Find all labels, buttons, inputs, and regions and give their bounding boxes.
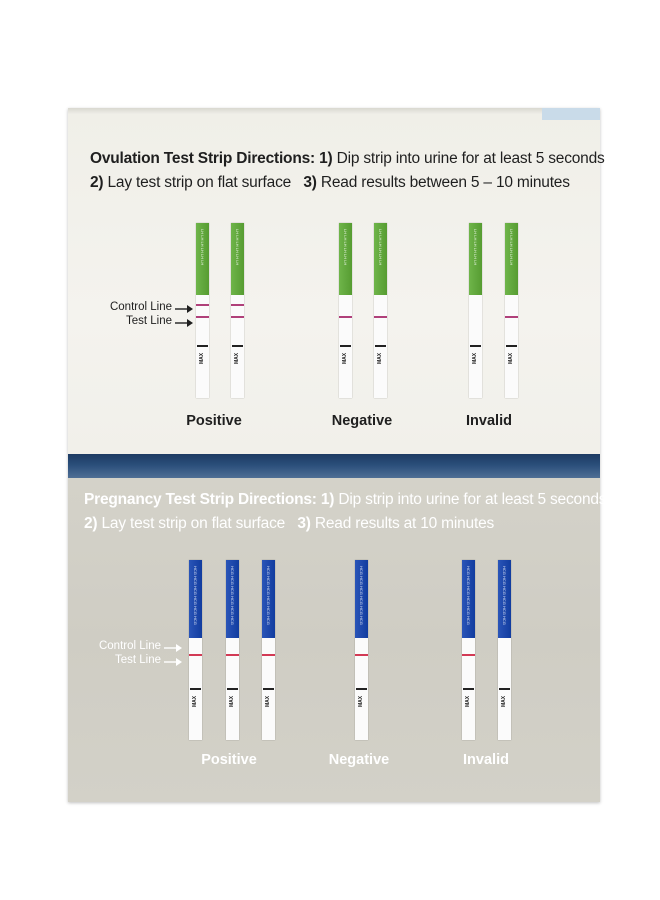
ovulation-heading: Ovulation Test Strip Directions: bbox=[90, 150, 315, 167]
test-kit-box-back bbox=[68, 108, 607, 802]
ovulation-strip-6-tip-text: LH LH LH LH LH LH bbox=[509, 229, 514, 266]
ovulation-strip-3 bbox=[339, 223, 352, 398]
ovulation-strip-2-max-text: MAX bbox=[234, 352, 240, 364]
pregnancy-step1-text: Dip strip into urine for at least 5 seconds bbox=[338, 491, 607, 508]
pregnancy-strip-3 bbox=[262, 560, 275, 740]
pregnancy-strip-3-line-1 bbox=[262, 654, 275, 656]
ovulation-strip-2-line-1 bbox=[231, 304, 244, 306]
pregnancy-strip-4-max-text: MAX bbox=[358, 695, 364, 707]
pregnancy-strip-2-max-text: MAX bbox=[229, 695, 235, 707]
ovulation-control-arrow-icon bbox=[175, 304, 193, 314]
pregnancy-strip-5-max-text: MAX bbox=[465, 695, 471, 707]
ovulation-step1-text: Dip strip into urine for at least 5 seconds bbox=[336, 150, 605, 167]
ovulation-strip-2-line-2 bbox=[231, 316, 244, 318]
divider-band bbox=[68, 454, 600, 478]
pregnancy-directions-line-2 bbox=[84, 515, 494, 533]
pregnancy-strip-1-max-marker bbox=[190, 688, 201, 690]
ovulation-strip-6 bbox=[505, 223, 518, 398]
pregnancy-strip-2-tip-text: HCG HCG HCG HCG HCG HCG bbox=[230, 566, 235, 625]
ovulation-panel bbox=[68, 108, 605, 454]
pregnancy-strip-6-max-text: MAX bbox=[501, 695, 507, 707]
pregnancy-strip-2 bbox=[226, 560, 239, 740]
ovulation-test-line-label: Test Line bbox=[125, 315, 172, 327]
pregnancy-strip-4-line-1 bbox=[355, 654, 368, 656]
ovulation-step2-text: Lay test strip on flat surface bbox=[107, 174, 292, 191]
ovulation-strip-4 bbox=[374, 223, 387, 398]
ovulation-strip-5-max-marker bbox=[470, 345, 481, 347]
pregnancy-control-arrow-icon bbox=[164, 643, 182, 653]
pregnancy-step1-num: 1) bbox=[320, 491, 335, 508]
pregnancy-strip-6-tip-text: HCG HCG HCG HCG HCG HCG bbox=[502, 566, 507, 625]
pregnancy-strip-3-max-marker bbox=[263, 688, 274, 690]
pregnancy-strip-1-tip-text: HCG HCG HCG HCG HCG HCG bbox=[193, 566, 198, 625]
ovulation-strip-4-max-marker bbox=[375, 345, 386, 347]
pregnancy-strip-2-line-1 bbox=[226, 654, 239, 656]
box-top-edge bbox=[68, 108, 600, 114]
ovulation-strip-3-line-1 bbox=[339, 316, 352, 318]
pregnancy-test-line-label: Test Line bbox=[114, 654, 161, 666]
pregnancy-strip-6 bbox=[498, 560, 511, 740]
ovulation-strip-4-line-1 bbox=[374, 316, 387, 318]
ovulation-strip-3-max-marker bbox=[340, 345, 351, 347]
pregnancy-strip-4-tip-text: HCG HCG HCG HCG HCG HCG bbox=[359, 566, 364, 625]
ovulation-strip-4-max-text: MAX bbox=[377, 352, 383, 364]
ovulation-strip-2 bbox=[231, 223, 244, 398]
ovulation-strip-1-max-text: MAX bbox=[199, 352, 205, 364]
pregnancy-result-invalid: Invalid bbox=[463, 752, 509, 768]
ovulation-directions-line-2 bbox=[90, 174, 570, 192]
ovulation-step3-num: 3) bbox=[303, 174, 317, 191]
pregnancy-control-line-label: Control Line bbox=[98, 640, 161, 652]
ovulation-directions-line-1 bbox=[90, 150, 605, 168]
pregnancy-heading: Pregnancy Test Strip Directions: bbox=[84, 491, 317, 508]
pregnancy-test-arrow-icon bbox=[164, 657, 182, 667]
ovulation-result-positive: Positive bbox=[186, 413, 242, 429]
ovulation-strip-2-max-marker bbox=[232, 345, 243, 347]
ovulation-strip-6-max-marker bbox=[506, 345, 517, 347]
pregnancy-strip-1-max-text: MAX bbox=[192, 695, 198, 707]
pregnancy-step3-text: Read results at 10 minutes bbox=[314, 515, 495, 532]
pregnancy-strip-1-line-1 bbox=[189, 654, 202, 656]
pregnancy-strip-3-tip-text: HCG HCG HCG HCG HCG HCG bbox=[266, 566, 271, 625]
ovulation-result-invalid: Invalid bbox=[466, 413, 512, 429]
ovulation-strip-4-tip-text: LH LH LH LH LH LH bbox=[378, 229, 383, 266]
pregnancy-strip-5-line-1 bbox=[462, 654, 475, 656]
pregnancy-strip-5 bbox=[462, 560, 475, 740]
ovulation-strip-3-max-text: MAX bbox=[342, 352, 348, 364]
ovulation-strip-1 bbox=[196, 223, 209, 398]
ovulation-strip-1-line-1 bbox=[196, 304, 209, 306]
ovulation-strip-1-max-marker bbox=[197, 345, 208, 347]
box-corner-tab bbox=[542, 108, 600, 120]
ovulation-control-line-label: Control Line bbox=[109, 301, 172, 313]
pregnancy-strip-5-tip-text: HCG HCG HCG HCG HCG HCG bbox=[466, 566, 471, 625]
ovulation-strip-5 bbox=[469, 223, 482, 398]
ovulation-strip-6-line-1 bbox=[505, 316, 518, 318]
pregnancy-directions-line-1 bbox=[84, 491, 606, 509]
pregnancy-step2-text: Lay test strip on flat surface bbox=[101, 515, 286, 532]
pregnancy-step3-num: 3) bbox=[297, 515, 311, 532]
pregnancy-panel bbox=[68, 478, 607, 802]
pregnancy-strip-1 bbox=[189, 560, 202, 740]
ovulation-strip-6-max-text: MAX bbox=[508, 352, 514, 364]
ovulation-strip-1-tip-text: LH LH LH LH LH LH bbox=[200, 229, 205, 266]
pregnancy-result-positive: Positive bbox=[201, 752, 257, 768]
ovulation-strip-5-tip-text: LH LH LH LH LH LH bbox=[473, 229, 478, 266]
pregnancy-strip-5-max-marker bbox=[463, 688, 474, 690]
ovulation-strip-5-max-text: MAX bbox=[472, 352, 478, 364]
ovulation-strip-1-line-2 bbox=[196, 316, 209, 318]
ovulation-result-negative: Negative bbox=[331, 413, 393, 429]
pregnancy-result-negative: Negative bbox=[328, 752, 390, 768]
ovulation-strip-2-tip-text: LH LH LH LH LH LH bbox=[235, 229, 240, 266]
pregnancy-strip-2-max-marker bbox=[227, 688, 238, 690]
pregnancy-step2-num: 2) bbox=[84, 515, 98, 532]
ovulation-strip-3-tip-text: LH LH LH LH LH LH bbox=[343, 229, 348, 266]
pregnancy-strip-4 bbox=[355, 560, 368, 740]
pregnancy-strip-6-max-marker bbox=[499, 688, 510, 690]
ovulation-step2-num: 2) bbox=[90, 174, 104, 191]
ovulation-step3-text: Read results between 5 – 10 minutes bbox=[320, 174, 570, 191]
ovulation-step1-num: 1) bbox=[319, 150, 333, 167]
pregnancy-strip-3-max-text: MAX bbox=[265, 695, 271, 707]
ovulation-test-arrow-icon bbox=[175, 318, 193, 328]
pregnancy-strip-4-max-marker bbox=[356, 688, 367, 690]
